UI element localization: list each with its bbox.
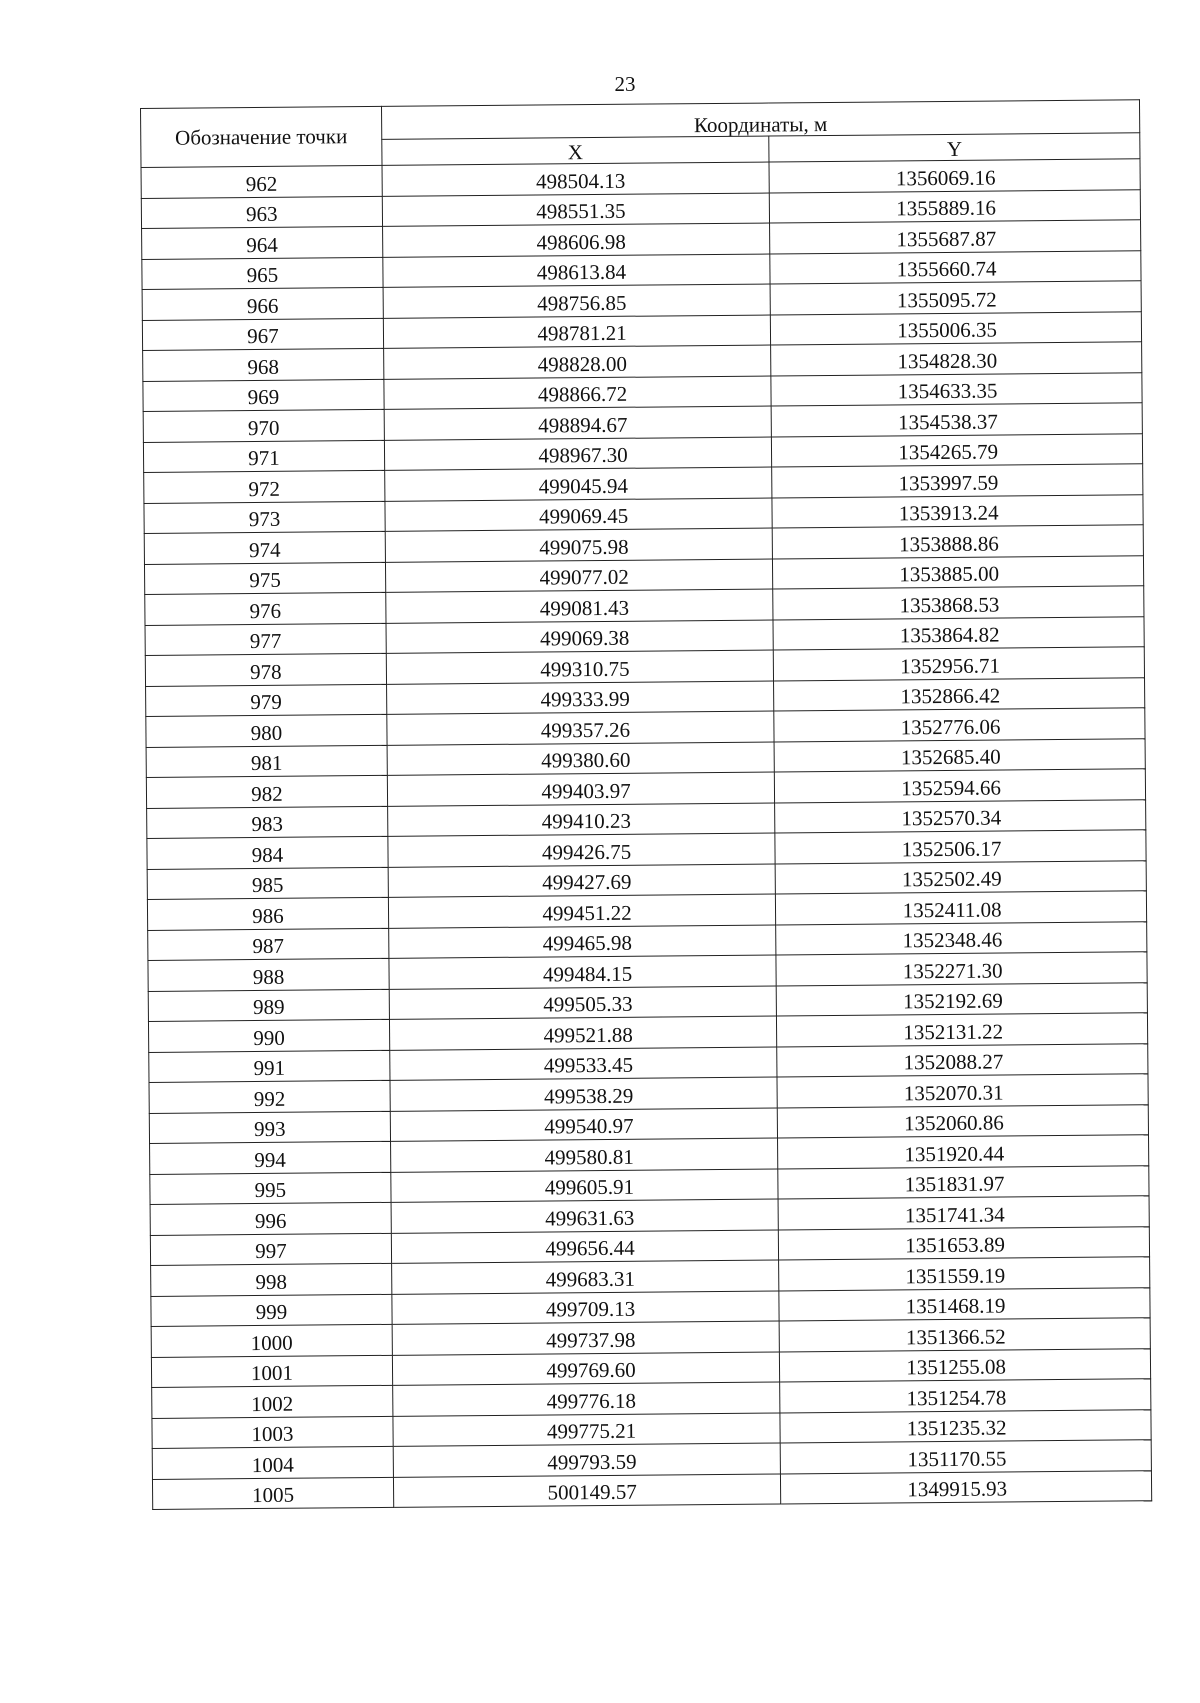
point-cell: 990 [148,1019,389,1052]
x-coordinate-cell: 499776.18 [393,1382,781,1416]
y-coordinate-cell: 1351366.52 [779,1318,1150,1352]
point-cell: 995 [150,1172,391,1205]
point-cell: 999 [151,1294,392,1327]
point-cell: 968 [143,348,384,381]
y-coordinate-cell: 1351831.97 [778,1165,1149,1199]
x-coordinate-cell: 498613.84 [383,254,771,288]
y-coordinate-cell: 1355889.16 [769,189,1140,223]
y-coordinate-cell: 1353913.24 [772,494,1143,528]
y-coordinate-cell: 1352271.30 [776,952,1147,986]
point-cell: 970 [143,409,384,442]
x-coordinate-cell: 499045.94 [385,467,773,501]
x-coordinate-cell: 499775.21 [393,1412,781,1446]
x-coordinate-cell: 498866.72 [384,376,772,410]
y-coordinate-cell: 1351235.32 [780,1409,1151,1443]
point-cell: 984 [147,836,388,869]
x-coordinate-cell: 499427.69 [388,863,776,897]
point-cell: 979 [146,684,387,717]
x-coordinate-cell: 499538.29 [390,1077,778,1111]
y-coordinate-cell: 1352866.42 [774,677,1145,711]
x-coordinate-cell: 499075.98 [385,528,773,562]
y-coordinate-cell: 1351653.89 [779,1226,1150,1260]
point-cell: 987 [148,928,389,961]
y-coordinate-cell: 1349915.93 [781,1470,1152,1504]
y-coordinate-cell: 1353997.59 [772,464,1143,498]
x-coordinate-cell: 498828.00 [383,345,771,379]
x-coordinate-cell: 498551.35 [382,193,770,227]
y-coordinate-cell: 1351741.34 [778,1196,1149,1230]
point-cell: 981 [146,745,387,778]
point-cell: 994 [150,1141,391,1174]
y-coordinate-cell: 1351255.08 [780,1348,1151,1382]
x-coordinate-cell: 499310.75 [386,650,774,684]
x-coordinate-cell: 498504.13 [382,162,770,196]
point-cell: 964 [142,226,383,259]
y-coordinate-cell: 1352348.46 [776,921,1147,955]
y-coordinate-cell: 1352192.69 [776,982,1147,1016]
point-cell: 992 [149,1080,390,1113]
point-cell: 1001 [151,1355,392,1388]
y-coordinate-cell: 1353885.00 [773,555,1144,589]
table-header [141,100,1140,168]
point-cell: 1003 [152,1416,393,1449]
x-coordinate-cell: 499533.45 [390,1046,778,1080]
point-cell: 977 [145,623,386,656]
x-coordinate-cell: 499656.44 [391,1229,779,1263]
x-coordinate-cell: 498967.30 [384,437,772,471]
y-coordinate-cell: 1351170.55 [780,1440,1151,1474]
point-cell: 1000 [151,1324,392,1357]
y-coordinate-cell: 1354828.30 [771,342,1142,376]
x-coordinate-cell: 499683.31 [391,1260,779,1294]
point-cell: 966 [142,287,383,320]
x-coordinate-cell: 499769.60 [392,1351,780,1385]
y-coordinate-cell: 1355660.74 [770,250,1141,284]
point-cell: 976 [145,592,386,625]
y-coordinate-cell: 1352776.06 [774,708,1145,742]
point-cell: 998 [151,1263,392,1296]
point-cell: 993 [149,1111,390,1144]
y-coordinate-cell: 1351254.78 [780,1379,1151,1413]
point-cell: 973 [144,501,385,534]
y-coordinate-cell: 1351559.19 [779,1257,1150,1291]
y-coordinate-cell: 1354265.79 [772,433,1143,467]
point-cell: 997 [150,1233,391,1266]
page-number: 23 [614,72,636,96]
x-coordinate-cell: 499077.02 [385,558,773,592]
x-coordinate-cell: 499426.75 [388,833,776,867]
y-coordinate-cell: 1355095.72 [770,281,1141,315]
point-designation-header: Обозначение точки [141,106,382,167]
y-coordinate-cell: 1353864.82 [773,616,1144,650]
x-coordinate-cell: 499484.15 [389,955,777,989]
point-cell: 963 [141,196,382,229]
y-coordinate-cell: 1352070.31 [777,1074,1148,1108]
y-coordinate-cell: 1352570.34 [775,799,1146,833]
x-coordinate-cell: 499465.98 [389,924,777,958]
point-cell: 989 [148,989,389,1022]
x-coordinate-cell: 500149.57 [393,1473,781,1507]
y-coordinate-cell: 1356069.16 [769,159,1140,193]
x-coordinate-cell: 499069.45 [385,497,773,531]
point-cell: 971 [143,440,384,473]
point-cell: 982 [146,775,387,808]
x-coordinate-cell: 499380.60 [387,741,775,775]
x-coordinate-cell: 499580.81 [390,1138,778,1172]
point-cell: 986 [147,897,388,930]
y-coordinate-cell: 1354633.35 [771,372,1142,406]
point-cell: 988 [148,958,389,991]
x-column-header: X [382,136,770,165]
point-cell: 969 [143,379,384,412]
point-cell: 1004 [152,1446,393,1479]
coordinates-table [140,99,1152,1510]
x-coordinate-cell: 499081.43 [386,589,774,623]
point-cell: 965 [142,257,383,290]
y-coordinate-cell: 1352131.22 [777,1013,1148,1047]
y-coordinate-cell: 1354538.37 [771,403,1142,437]
y-coordinate-cell: 1351920.44 [778,1135,1149,1169]
x-coordinate-cell: 498781.21 [383,315,771,349]
x-coordinate-cell: 499069.38 [386,619,774,653]
x-coordinate-cell: 499793.59 [393,1443,781,1477]
y-coordinate-cell: 1352411.08 [776,891,1147,925]
point-cell: 1002 [152,1385,393,1418]
point-cell: 983 [147,806,388,839]
x-coordinate-cell: 499737.98 [392,1321,780,1355]
x-coordinate-cell: 498606.98 [382,223,770,257]
y-coordinate-cell: 1351468.19 [779,1287,1150,1321]
y-coordinate-cell: 1352502.49 [775,860,1146,894]
point-cell: 996 [150,1202,391,1235]
coordinates-header: Координаты, м [381,100,1139,140]
x-coordinate-cell: 499333.99 [386,680,774,714]
y-coordinate-cell: 1352685.40 [774,738,1145,772]
point-cell: 962 [141,165,382,198]
point-cell: 967 [142,318,383,351]
y-coordinate-cell: 1353868.53 [773,586,1144,620]
y-coordinate-cell: 1353888.86 [772,525,1143,559]
y-column-header: Y [769,133,1140,162]
point-cell: 972 [144,470,385,503]
x-coordinate-cell: 499403.97 [387,772,775,806]
x-coordinate-cell: 499451.22 [388,894,776,928]
point-cell: 978 [145,653,386,686]
point-cell: 1005 [152,1477,393,1510]
point-cell: 991 [149,1050,390,1083]
x-coordinate-cell: 499605.91 [391,1168,779,1202]
table-body [141,159,1152,1510]
x-coordinate-cell: 499357.26 [387,711,775,745]
x-coordinate-cell: 499410.23 [387,802,775,836]
y-coordinate-cell: 1355687.87 [770,220,1141,254]
point-cell: 975 [144,562,385,595]
x-coordinate-cell: 499521.88 [389,1016,777,1050]
x-coordinate-cell: 499709.13 [392,1290,780,1324]
point-cell: 980 [146,714,387,747]
y-coordinate-cell: 1352594.66 [775,769,1146,803]
point-cell: 985 [147,867,388,900]
x-coordinate-cell: 499631.63 [391,1199,779,1233]
y-coordinate-cell: 1355006.35 [771,311,1142,345]
x-coordinate-cell: 498894.67 [384,406,772,440]
x-coordinate-cell: 498756.85 [383,284,771,318]
x-coordinate-cell: 499540.97 [390,1107,778,1141]
y-coordinate-cell: 1352506.17 [775,830,1146,864]
y-coordinate-cell: 1352088.27 [777,1043,1148,1077]
y-coordinate-cell: 1352956.71 [773,647,1144,681]
point-cell: 974 [144,531,385,564]
x-coordinate-cell: 499505.33 [389,985,777,1019]
y-coordinate-cell: 1352060.86 [777,1104,1148,1138]
